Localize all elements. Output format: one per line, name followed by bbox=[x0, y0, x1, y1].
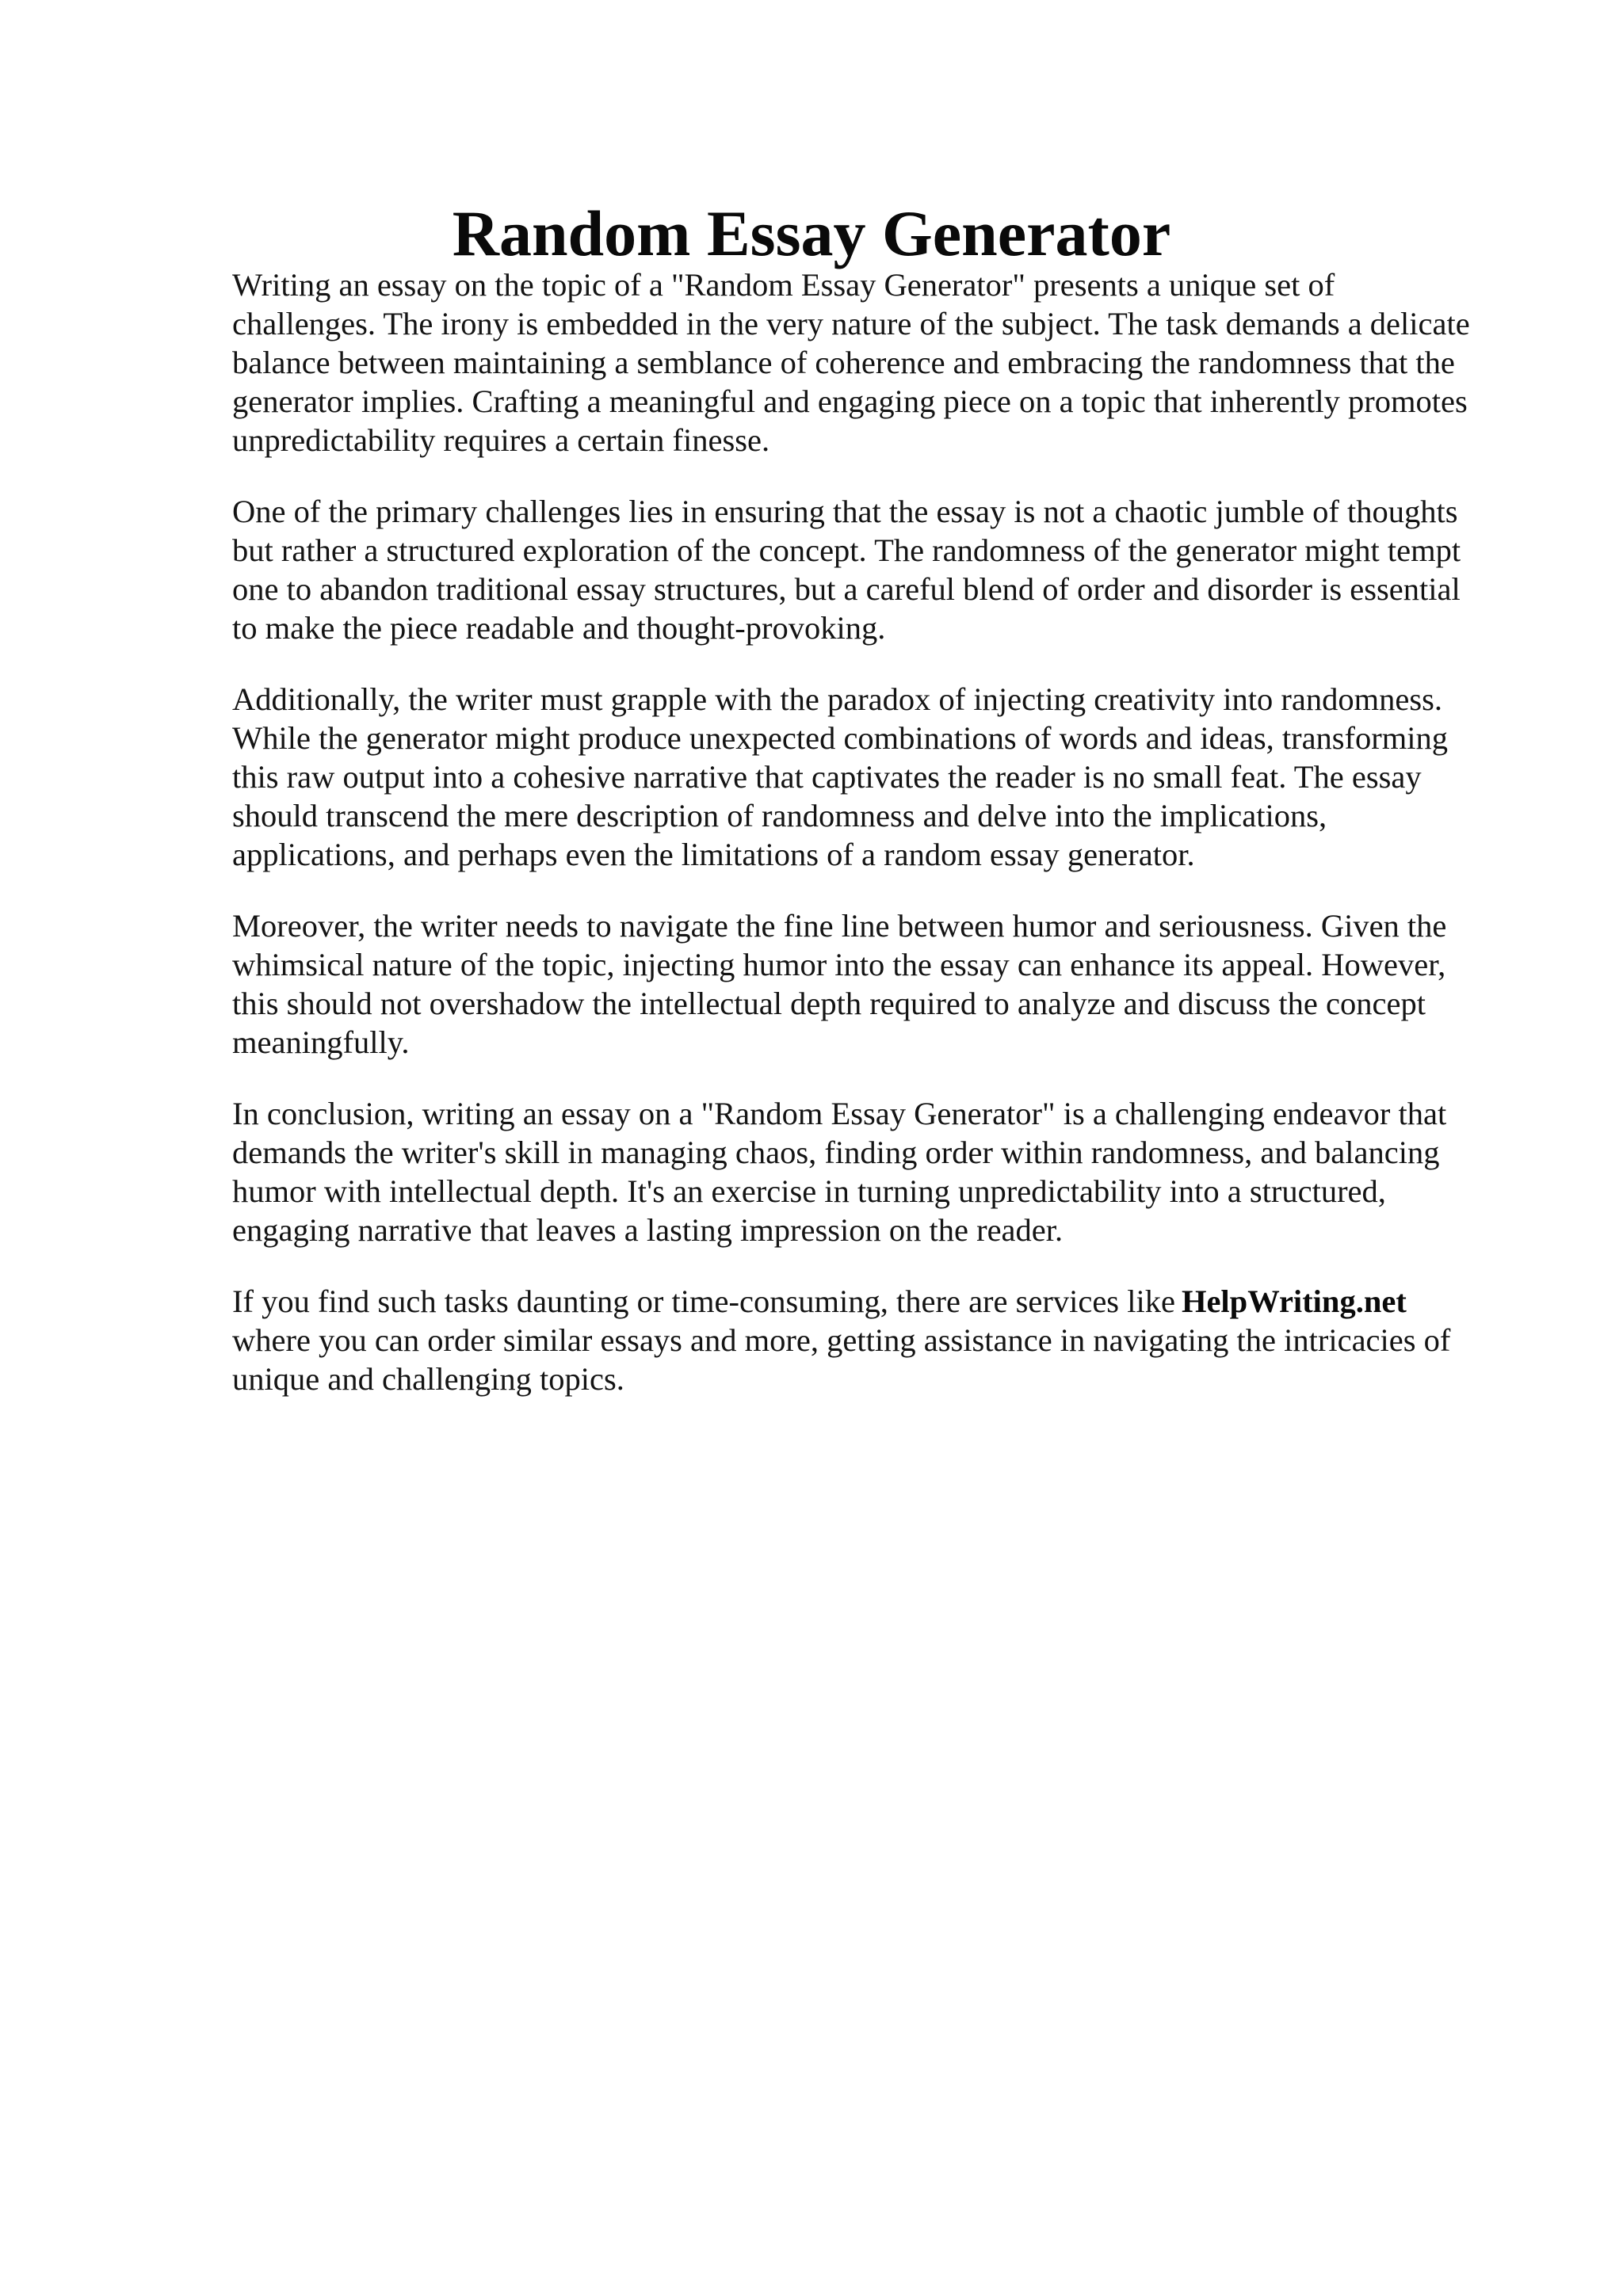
paragraph-line: challenges. The irony is embedded in the very nature of the subject. The task demands a delicate bbox=[232, 306, 1470, 341]
paragraph-line: whimsical nature of the topic, injecting humor into the essay can enhance its appeal. However, bbox=[232, 947, 1446, 982]
paragraph-line: this should not overshadow the intellectual depth required to analyze and discuss the concept bbox=[232, 986, 1426, 1021]
paragraph-line: Additionally, the writer must grapple with the paradox of injecting creativity into randomness. bbox=[232, 681, 1442, 717]
paragraph-line: humor with intellectual depth. It's an exercise in turning unpredictability into a structured, bbox=[232, 1173, 1386, 1209]
paragraph-line: In conclusion, writing an essay on a "Random Essay Generator" is a challenging endeavor that bbox=[232, 1096, 1447, 1131]
paragraph-line: unique and challenging topics. bbox=[232, 1361, 624, 1397]
paragraph-line: While the generator might produce unexpected combinations of words and ideas, transforming bbox=[232, 720, 1449, 756]
paragraph-5 bbox=[232, 1094, 1516, 1249]
helpwriting-link[interactable]: HelpWriting.net bbox=[1181, 1283, 1407, 1319]
paragraph-line: meaningfully. bbox=[232, 1024, 410, 1060]
paragraph-3 bbox=[232, 680, 1516, 874]
paragraph-line: Writing an essay on the topic of a "Random Essay Generator" presents a unique set of bbox=[232, 267, 1335, 303]
paragraph-2 bbox=[232, 492, 1516, 647]
paragraph-line: balance between maintaining a semblance of coherence and embracing the randomness that the bbox=[232, 345, 1455, 380]
closing-line-1 bbox=[232, 1282, 1516, 1321]
paragraph-line: Moreover, the writer needs to navigate the fine line between humor and seriousness. Given the bbox=[232, 908, 1447, 944]
paragraph-4 bbox=[232, 906, 1516, 1062]
essay-body bbox=[232, 265, 1516, 1431]
paragraph-line: One of the primary challenges lies in ensuring that the essay is not a chaotic jumble of thoughts bbox=[232, 494, 1458, 529]
paragraph-line: one to abandon traditional essay structures, but a careful blend of order and disorder is essential bbox=[232, 571, 1461, 607]
closing-paragraph bbox=[232, 1282, 1516, 1398]
paragraph-line: generator implies. Crafting a meaningful and engaging piece on a topic that inherently promotes bbox=[232, 383, 1468, 419]
paragraph-line: this raw output into a cohesive narrative that captivates the reader is no small feat. The essay bbox=[232, 759, 1422, 795]
page-title: Random Essay Generator bbox=[452, 196, 1171, 269]
paragraph-1 bbox=[232, 265, 1516, 460]
paragraph-line: to make the piece readable and thought-provoking. bbox=[232, 610, 886, 646]
closing-text-prefix: If you find such tasks daunting or time-consuming, there are services like bbox=[232, 1283, 1175, 1319]
paragraph-line: should transcend the mere description of randomness and delve into the implications, bbox=[232, 798, 1327, 833]
paragraph-line: unpredictability requires a certain finesse. bbox=[232, 422, 770, 458]
paragraph-line: where you can order similar essays and more, getting assistance in navigating the intricacies of bbox=[232, 1322, 1451, 1358]
paragraph-line: applications, and perhaps even the limitations of a random essay generator. bbox=[232, 837, 1195, 872]
paragraph-line: but rather a structured exploration of the concept. The randomness of the generator might tempt bbox=[232, 532, 1461, 568]
paragraph-line: demands the writer's skill in managing chaos, finding order within randomness, and balancing bbox=[232, 1135, 1440, 1170]
paragraph-line: engaging narrative that leaves a lasting impression on the reader. bbox=[232, 1212, 1064, 1248]
